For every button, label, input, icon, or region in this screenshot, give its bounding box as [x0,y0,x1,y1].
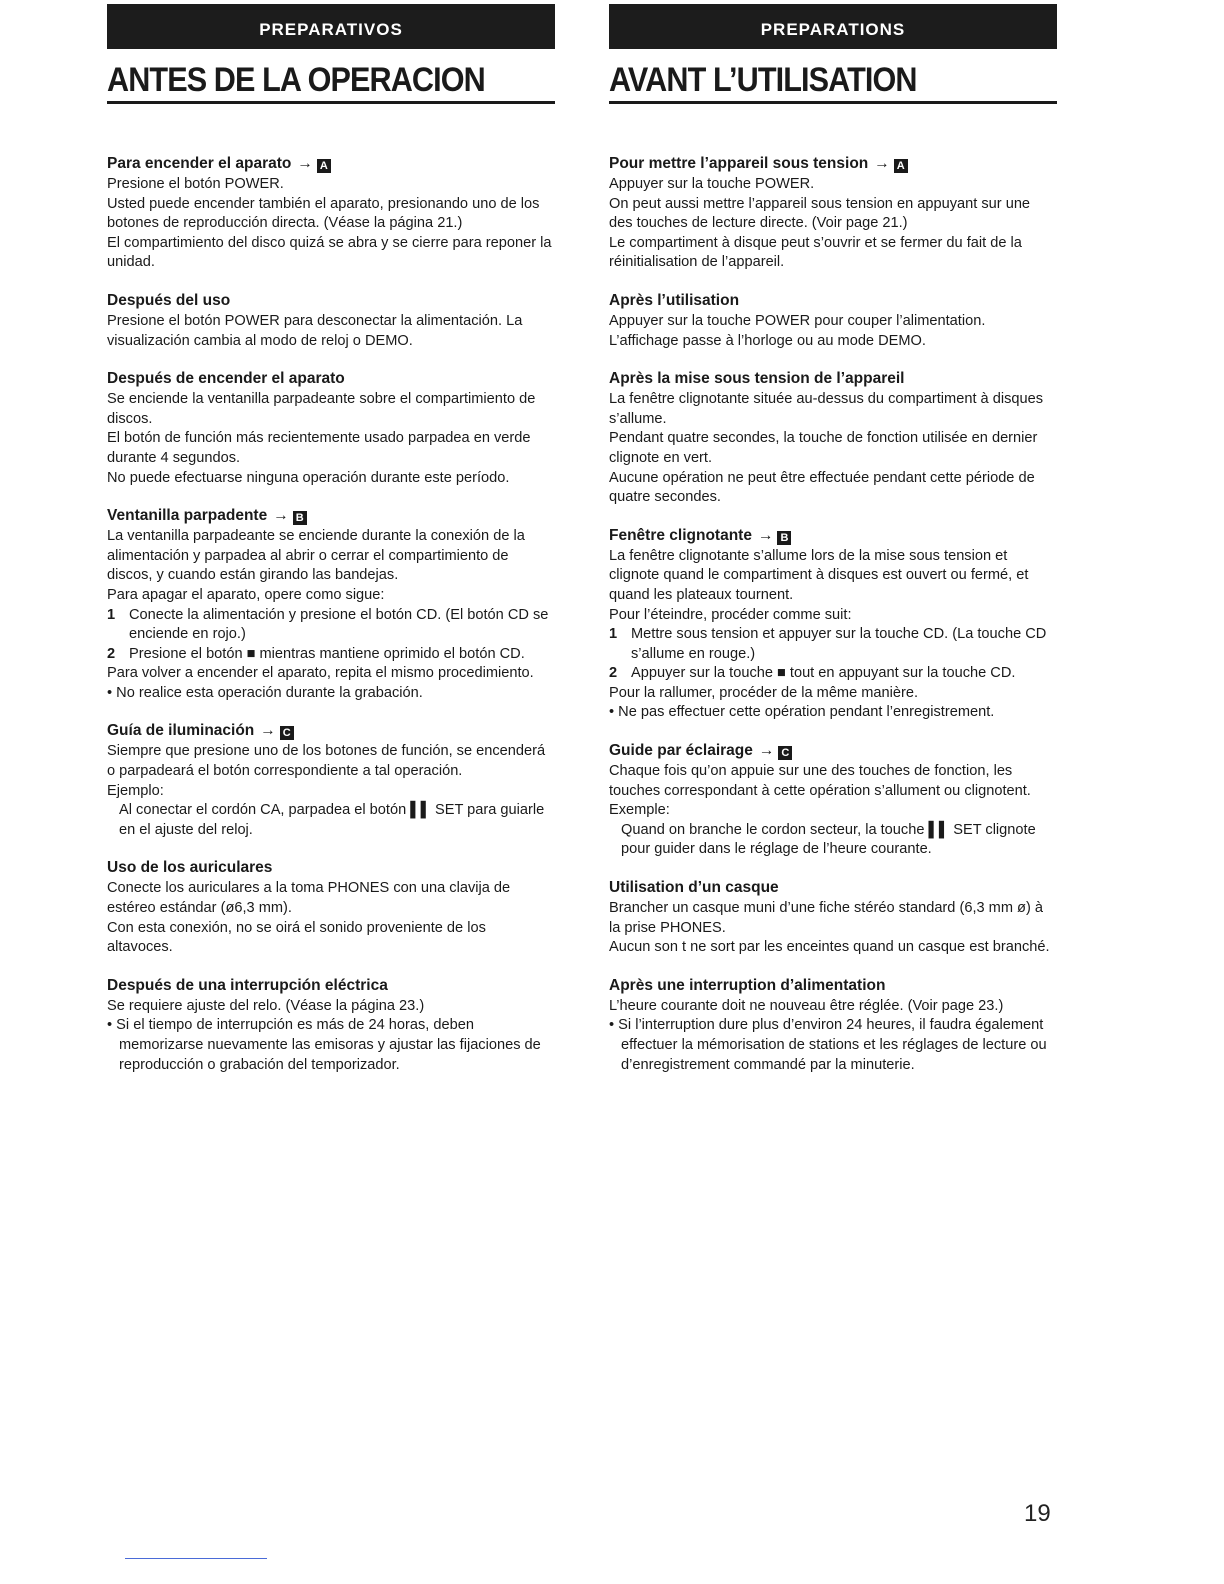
arrow-icon: → [273,507,289,525]
section-heading [609,526,1057,545]
paragraph: La fenêtre clignotante s’allume lors de la mise sous tension et clignote quand le compartiment à disques est ouvert ou fermé, et quand les plateaux tournent. [609,547,1029,603]
section-heading-text: Para encender el aparato [107,155,292,172]
section-heading-text: Después del uso [107,291,231,309]
bullet-icon: • [107,1017,117,1034]
paragraph: Pendant quatre secondes, la touche de fonction utilisée en dernier clignote en vert. [609,430,1038,466]
section-heading [107,721,555,740]
figure-ref-badge: C [778,746,792,760]
arrow-icon: → [757,526,774,544]
example-text: Quand on branche le cordon secteur, la touche ▌▌ SET clignote pour guider dans le réglage de l’heure courante. [621,821,1036,858]
page-title: ANTES DE LA OPERACION [107,61,485,99]
section [107,154,555,273]
section-heading-text: Utilisation d’un casque [609,879,779,897]
paragraph: El compartimiento del disco quizá se abra y se cierre para reponer la unidad. [107,234,552,271]
section [609,976,1057,1075]
section-heading-text: Après une interruption d’alimentation [609,976,886,994]
section-heading-text: Fenêtre clignotante [609,526,752,544]
section [609,154,1057,273]
paragraph: La ventanilla parpadeante se enciende durante la conexión de la alimentación y parpadea al abrir o cerrar el compartimiento de discos, y cuando están girando las bandejas. [107,528,525,584]
page-title: AVANT L’UTILISATION [609,61,917,99]
paragraph: Presione el botón POWER. [107,176,284,192]
section-heading [609,878,1057,897]
paragraph: Se enciende la ventanilla parpadeante sobre el compartimiento de discos. [107,391,536,427]
numbered-step [107,606,555,645]
arrow-icon: → [260,722,276,740]
bullet-text: Si el tiempo de interrupción es más de 24 horas, deben memorizarse nuevamente las emisoras y ajustar las fijaciones de reproducción o grabación del temporizador. [116,1017,541,1073]
section-heading-text: Pour mettre l’appareil sous tension [609,155,869,172]
paragraph: Se requiere ajuste del relo. (Véase la página 23.) [107,997,425,1014]
paragraph: Brancher un casque muni d’une fiche stéréo standard (6,3 mm ø) à la prise PHONES. [609,900,1043,936]
paragraph: On peut aussi mettre l’appareil sous tension en appuyant sur une des touches de lecture directe. (Voir page 21.) [609,195,1031,232]
section-heading [107,858,555,877]
paragraph: Chaque fois qu’on appuie sur une des touches de fonction, les touches correspondant à cette opération s’allument ou clignotent. [609,763,1031,799]
figure-ref-badge: A [317,159,331,173]
paragraph: Aucun son t ne sort par les enceintes quand un casque est branché. [609,939,1050,956]
paragraph: Pour la rallumer, procéder de la même manière. [609,684,919,701]
bullet-item [609,1016,1057,1075]
section-heading [107,369,555,388]
bullet-text: No realice esta operación durante la grabación. [116,684,423,701]
paragraph: Siempre que presione uno de los botones de función, se encenderá o parpadeará el botón correspondiente a tal operación. [107,743,546,780]
section-bar: PREPARATIVOS [107,4,555,49]
section-bar: PREPARATIONS [609,4,1057,49]
footer-line [125,1558,267,1559]
paragraph: Conecte los auriculares a la toma PHONES con una clavija de estéreo estándar (ø6,3 mm). [107,880,511,917]
section-heading-text: Ventanilla parpadente [107,507,268,525]
paragraph: Para apagar el aparato, opere como sigue: [107,586,385,603]
paragraph: Ejemplo: [107,782,164,799]
section [609,741,1057,860]
section-heading-text: Después de encender el aparato [107,370,345,388]
paragraph: El botón de función más recientemente usado parpadea en verde durante 4 segundos. [107,430,531,466]
section-heading-text: Guide par éclairage [609,742,753,760]
section-heading [107,976,555,995]
section-heading [609,976,1057,995]
section-heading [107,506,555,525]
arrow-icon: → [874,155,890,172]
section [107,721,555,840]
step-number: 2 [609,665,618,682]
paragraph: La fenêtre clignotante située au-dessus du compartiment à disques s’allume. [609,391,1044,427]
bullet-text: Si l’interruption dure plus d’environ 24 heures, il faudra également effectuer la mémorisation de stations et les réglages de lecture ou d’enregistrement commandé par la minuterie. [618,1017,1047,1073]
section-heading [609,154,1057,173]
section-heading-text: Après l’utilisation [609,291,740,309]
example-text: Al conectar el cordón CA, parpadea el botón ▌▌ SET para guiarle en el ajuste del reloj. [119,802,545,838]
bullet-item [107,1016,555,1075]
paragraph: Aucune opération ne peut être effectuée pendant cette période de quatre secondes. [609,469,1035,506]
step-number: 2 [107,645,116,662]
paragraph: Appuyer sur la touche POWER pour couper l’alimentation. L’affichage passe à l’horloge ou au mode DEMO. [609,312,986,349]
step-text: Conecte la alimentación y presione el botón CD. (El botón CD se enciende en rojo.) [129,606,549,643]
paragraph: Usted puede encender también el aparato, presionando uno de los botones de reproducción directa. (Véase la página 21.) [107,195,540,232]
paragraph: Para volver a encender el aparato, repita el mismo procedimiento. [107,665,534,682]
paragraph: Le compartiment à disque peut s’ouvrir et se fermer du fait de la réinitialisation de l’appareil. [609,234,1022,271]
title-rule [609,101,1057,104]
section [107,858,555,957]
bullet-icon: • [609,704,619,721]
paragraph: No puede efectuarse ninguna operación durante este período. [107,469,510,486]
french-column [609,4,1057,1093]
section [609,291,1057,351]
bullet-icon: • [107,684,117,701]
paragraph: L’heure courante doit ne nouveau être réglée. (Voir page 23.) [609,997,1004,1014]
section-heading-text: Después de una interrupción eléctrica [107,976,388,994]
paragraph: Presione el botón POWER para desconectar la alimentación. La visualización cambia al modo de reloj o DEMO. [107,312,523,349]
section-heading [107,154,555,173]
arrow-icon: → [297,155,313,172]
bullet-text: Ne pas effectuer cette opération pendant l’enregistrement. [618,704,995,721]
section [609,526,1057,723]
section [107,506,555,703]
numbered-step [107,645,555,665]
step-text: Appuyer sur la touche ■ tout en appuyant sur la touche CD. [631,665,1016,682]
section [609,369,1057,508]
sections [107,154,555,1075]
figure-ref-badge: C [280,726,294,740]
title-rule [107,101,555,104]
section [107,369,555,488]
section-heading-text: Uso de los auriculares [107,859,273,877]
arrow-icon: → [758,742,775,760]
section-heading-text: Après la mise sous tension de l’appareil [609,370,905,388]
step-number: 1 [107,606,116,623]
paragraph: Con esta conexión, no se oirá el sonido proveniente de los altavoces. [107,919,486,956]
section [609,878,1057,958]
figure-ref-badge: B [777,531,791,545]
sections [609,154,1057,1075]
paragraph: Pour l’éteindre, procéder comme suit: [609,606,852,623]
section-heading [107,291,555,310]
paragraph: Exemple: [609,802,670,819]
bullet-item [107,684,555,704]
spanish-column [107,4,555,1093]
bullet-icon: • [609,1017,619,1034]
section [107,291,555,351]
page-number: 19 [1024,1500,1051,1527]
step-text: Mettre sous tension et appuyer sur la touche CD. (La touche CD s’allume en rouge.) [631,626,1047,662]
numbered-step [609,664,1057,684]
figure-ref-badge: A [894,159,908,173]
paragraph: Appuyer sur la touche POWER. [609,176,815,192]
figure-ref-badge: B [293,511,307,525]
section-heading [609,369,1057,388]
step-number: 1 [609,626,618,643]
section-heading [609,741,1057,760]
bullet-item [609,703,1057,723]
section [107,976,555,1075]
section-heading-text: Guía de iluminación [107,722,255,740]
numbered-step [609,625,1057,664]
step-text: Presione el botón ■ mientras mantiene oprimido el botón CD. [129,645,525,662]
section-heading [609,291,1057,310]
